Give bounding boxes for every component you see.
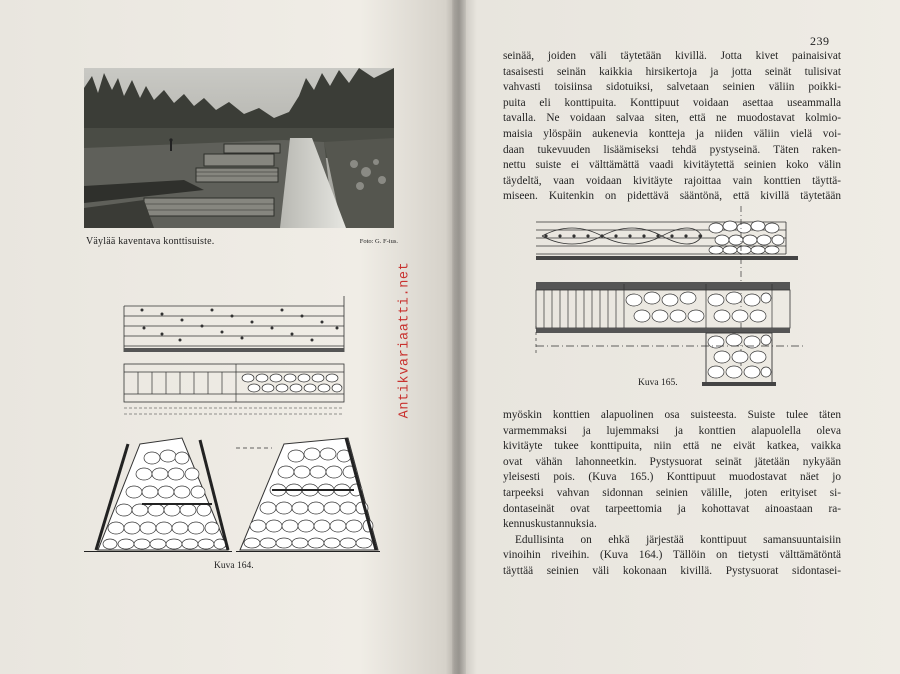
figure-165-label: Kuva 165.: [638, 378, 678, 388]
text-line: vinoihin riveihin. (Kuva 164.) Tällöin on tietysti välttämätöntä: [503, 549, 841, 562]
page-number: 239: [810, 34, 830, 48]
figure-164-label: Kuva 164.: [214, 561, 254, 571]
paragraph-2: [503, 408, 841, 580]
text-line: vahvasti toisiinsa sidotuiksi, salvetaan seinien väliin poikki-: [503, 81, 841, 94]
text-line: kivitäyte tukee konttipuita, niin että ne eivät katkea, vaikka: [503, 440, 841, 453]
text-line: nettu suiste ei välttämättä vaadi kivitäytettä seinien koko välin: [503, 159, 841, 172]
text-line: yleisesti pois. (Kuva 165.) Konttipuut muodostavat näet jo: [503, 471, 841, 484]
paragraph-1: [503, 49, 841, 205]
text-line: Edullisinta on ehkä järjestää konttipuut samansuuntaisiin: [515, 533, 841, 546]
photo-caption-row: [86, 236, 398, 250]
photo-caption: Väylää kaventava konttisuiste.: [86, 236, 215, 247]
river-photo: [84, 68, 394, 228]
text-line: täyttää seinien väli kokonaan kivillä. Pystysuorat sidontasei-: [503, 564, 841, 577]
text-line: varmemmaksi ja lujemmaksi ja konttien alapuolella oleva: [503, 424, 841, 437]
text-line: maisia ylöspäin aukenevia kontteja ja niiden väliin vielä voi-: [503, 127, 841, 140]
text-line: kennuskustannuksia.: [503, 518, 597, 531]
text-line: täydeltä, vaan voidaan kivitäyte rajoittaa vain konttien täyttä-: [503, 174, 841, 187]
text-line: miseen. Kuitenkin on pidettävä sääntönä, että kivillä täytetään: [503, 190, 841, 203]
text-line: tasaisesti seinän kaikkia hirsikertoja ja jotta seinät tulisivat: [503, 65, 841, 78]
watermark-text: Antikvariaatti.net: [397, 261, 413, 419]
text-line: ovat vähän lahonneetkin. Pystysuorat seinät jätetään nykyään: [503, 455, 841, 468]
text-line: tavalla. Ne voidaan salvaa siten, että ne muodostavat kolmio-: [503, 112, 841, 125]
figure-164-drawing: [82, 292, 382, 552]
right-page: [462, 0, 900, 674]
text-line: puita eli konttipuita. Konttipuut voidaan asettaa useammalla: [503, 96, 841, 109]
text-line: seinää, joiden väli täytetään kivillä. Jotta kivet painaisivat: [503, 50, 841, 62]
text-line: tarpeeksi vahvan sidonnan seinien välille, joten erityiset si-: [503, 486, 841, 499]
photo-credit: Foto: G. F-ius.: [359, 238, 398, 245]
text-line: myöskin konttien alapuolinen osa suisteesta. Suiste tulee täten: [503, 409, 841, 421]
text-line: daan tukevuuden lisäämiseksi tehdä pystyseinä. Täten raken-: [503, 143, 841, 156]
watermark-stamp: [398, 260, 412, 420]
figure-165-drawing: [532, 206, 804, 396]
text-line: dontaseinät ovat tarpeettomia ja kohottavat ainoastaan ra-: [503, 502, 841, 515]
